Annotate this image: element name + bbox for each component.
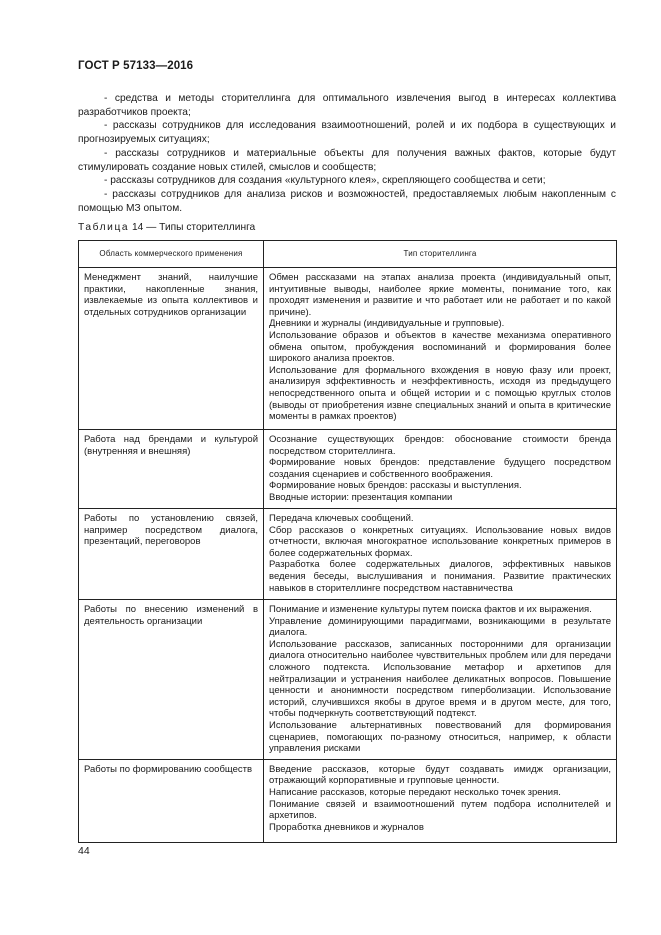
table-row [79,600,617,760]
intro-item: - средства и методы сторителлинга для оптимального извлечения выгод в интересах коллектива разработчиков проекта; [78,93,616,118]
type-entry: Понимание и изменение культуры путем поиска фактов и их выражения. [269,604,592,615]
intro-list [78,92,616,215]
page-number: 44 [78,845,90,857]
table-caption [78,222,255,233]
type-cell [264,430,617,509]
type-entry: Использование для формального вхождения в новую фазу или проект, анализируя эффективность и неэффективность, исходя из предыдущего непосредственного опыта и общей истории и с помощью круглых столов (выводы от приобретения извне специальных знаний и опыта в критические моменты в рамках проектов) [269,364,611,423]
type-cell [264,600,617,760]
type-entry: Осознание существующих брендов: обоснование стоимости бренда посредством сторителлинга. [269,434,611,457]
type-cell [264,759,617,842]
table-caption-label: Таблица [78,222,130,233]
table-row [79,430,617,509]
area-cell: Работа над брендами и культурой (внутренняя и внешняя) [79,430,264,509]
type-entry: Передача ключевых сообщений. [269,513,414,524]
type-entry: Разработка более содержательных диалогов, эффективных навыков ведения беседы, выслушивания и понимания. Развитие практических навыков в сторителлинге посредством наставничества [269,559,611,594]
type-entry: Введение рассказов, которые будут создавать имидж организации, отражающий корпоративные и групповые ценности. [269,763,611,787]
area-cell: Менеджмент знаний, наилучшие практики, накопленные знания, извлекаемые из опыта коллективов и отдельных сотрудников организации [79,268,264,430]
type-cell [264,509,617,600]
type-entry: Формирование новых брендов: рассказы и выступления. [269,480,522,492]
table-header-row [79,241,617,268]
column-header-area: Область коммерческого применения [79,241,264,268]
area-cell: Работы по формированию сообществ [79,759,264,842]
intro-item: - рассказы сотрудников и материальные объекты для получения важных фактов, которые будут стимулировать создание новых стилей, смыслов и сообществ; [78,147,616,173]
type-entry: Использование рассказов, записанных посторонними для организации диалога относительно наиболее чувствительных проблем или для передачи сложного подтекста. Использование метафор и архетипов для нейтрализации и устранения наиболее деликатных вопросов. Повышение ценности и анонимности посредством гиперболизации. Использование историй, случившихся якобы в другое время и в другом месте, для того, чтобы подчеркнуть соответствующий подтекст. [269,638,611,720]
table-caption-text: 14 — Типы сторителлинга [132,222,256,233]
type-cell [264,268,617,430]
type-entry: Формирование новых брендов: представление будущего посредством создания сценариев и собственного воображения. [269,457,611,480]
type-entry: Дневники и журналы (индивидуальные и групповые). [269,318,505,330]
type-entry: Использование альтернативных повествований для формирования сценариев, помогающих по-разному относиться, например, к области управления рисками [269,719,611,755]
document-header: ГОСТ Р 57133—2016 [78,60,194,72]
area-cell: Работы по установлению связей, например посредством диалога, презентаций, переговоров [79,509,264,600]
intro-item: - рассказы сотрудников для анализа рисков и возможностей, предоставляемых любым накопленным с помощью МЗ опытом. [78,188,616,214]
column-header-type: Тип сторителлинга [264,241,617,268]
type-entry: Написание рассказов, которые передают несколько точек зрения. [269,786,561,798]
storytelling-types-table [78,240,617,843]
type-entry: Проработка дневников и журналов [269,821,424,833]
type-entry: Обмен рассказами на этапах анализа проекта (индивидуальный опыт, интуитивные выводы, наиболее яркие моменты, понимание того, как проходят изменения и развитие и что работает или не работает и по какой причине). [269,272,611,318]
area-cell: Работы по внесению изменений в деятельность организации [79,600,264,760]
table-row [79,268,617,430]
intro-item: - рассказы сотрудников для исследования взаимоотношений, ролей и их подбора в существующих и прогнозируемых ситуациях; [78,120,616,146]
type-entry: Сбор рассказов о конкретных ситуациях. Использование новых видов отчетности, включая многократное использование конкретных примеров в более содержательных формах. [269,524,611,559]
type-entry: Управление доминирующими парадигмами, возникающими в результате диалога. [269,615,611,639]
type-entry: Понимание связей и взаимоотношений путем подбора исполнителей и архетипов. [269,798,611,822]
table-row [79,509,617,600]
table-row [79,759,617,842]
intro-item: - рассказы сотрудников для создания «культурного клея», скрепляющего сообщества и сети; [104,175,546,187]
type-entry: Использование образов и объектов в качестве механизма оперативного обмена опытом, пробуждения воспоминаний и формирования более широкого анализа проектов. [269,329,611,365]
type-entry: Вводные истории: презентация компании [269,491,453,503]
